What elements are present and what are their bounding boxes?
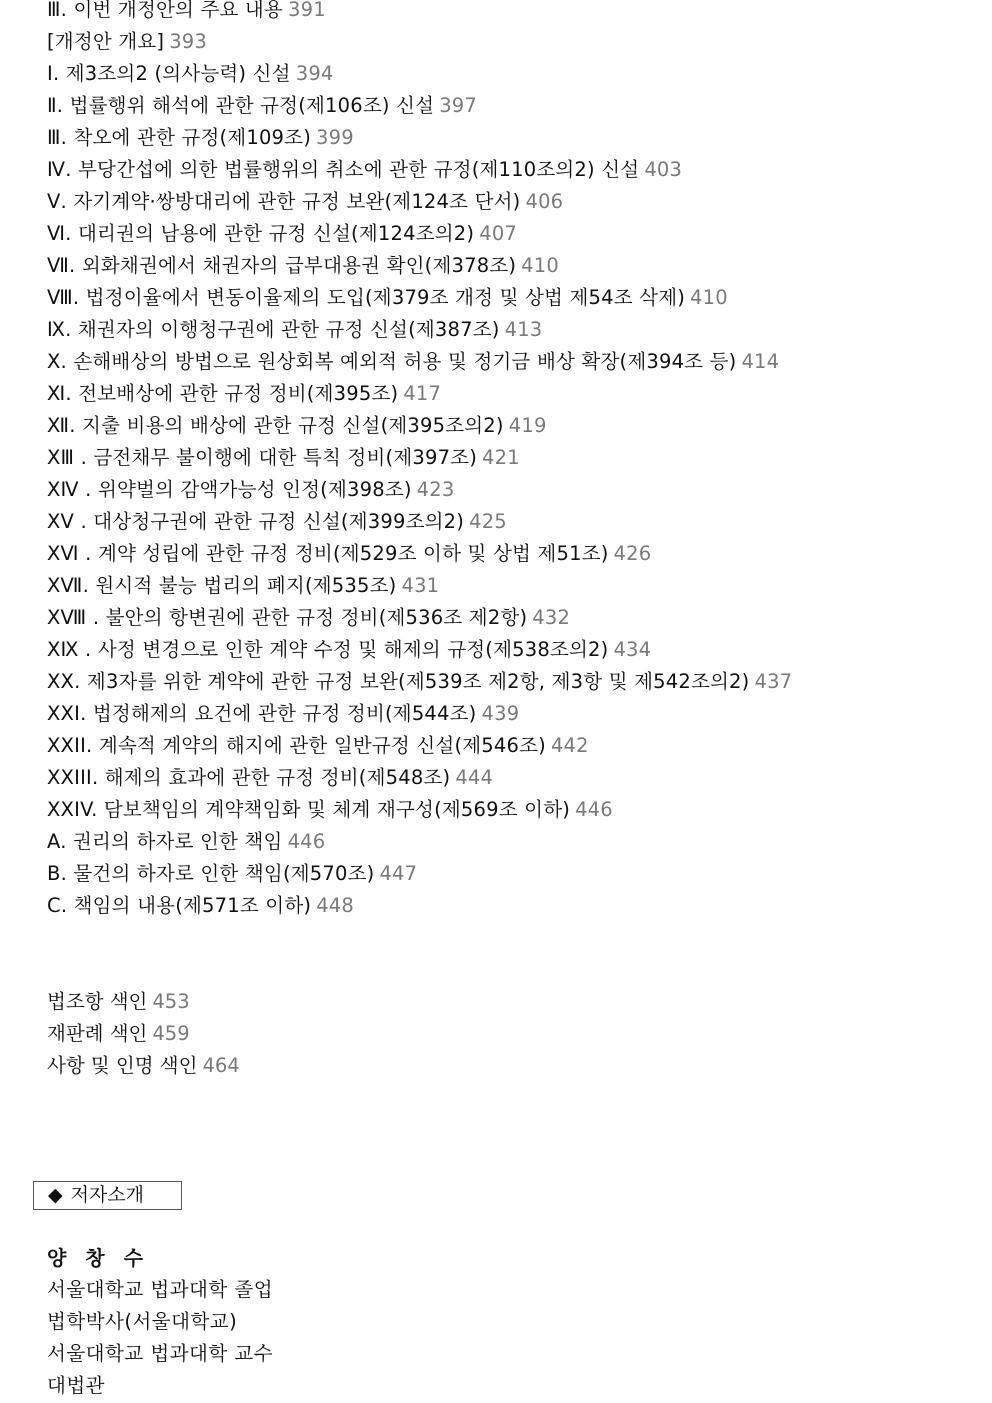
toc-title: XXI. 법정해제의 요건에 관한 규정 정비(제544조)	[47, 702, 477, 725]
toc-page-number: 394	[295, 62, 334, 85]
toc-page-number: 410	[690, 286, 728, 309]
index-title: 사항 및 인명 색인	[47, 1054, 198, 1077]
toc-page-number: 426	[613, 542, 652, 565]
toc-title: C. 책임의 내용(제571조 이하)	[47, 894, 312, 917]
toc-title: XⅦ. 원시적 불능 법리의 폐지(제535조)	[47, 574, 397, 597]
toc-page-number: 413	[504, 318, 543, 341]
toc-page-number: 444	[455, 766, 494, 789]
toc-entry[interactable]	[47, 858, 792, 890]
toc-title: Ⅺ. 전보배상에 관한 규정 정비(제395조)	[47, 382, 399, 405]
toc-entry[interactable]	[47, 474, 792, 506]
toc-page-number: 391	[288, 0, 326, 21]
toc-entry[interactable]	[47, 0, 792, 26]
toc-page-number: 442	[550, 734, 589, 757]
author-section-heading	[33, 1181, 182, 1210]
index-page-number: 459	[152, 1022, 190, 1045]
toc-title: Ⅵ. 대리권의 남용에 관한 규정 신설(제124조의2)	[47, 222, 475, 245]
toc-page-number: 419	[508, 414, 547, 437]
toc-page-number: 423	[416, 478, 455, 501]
toc-title: ⅩⅥ . 계약 성립에 관한 규정 정비(제529조 이하 및 상법 제51조)	[47, 542, 609, 565]
toc-entry[interactable]	[47, 570, 792, 602]
toc-title: ⅩⅢ . 금전채무 불이행에 대한 특칙 정비(제397조)	[47, 446, 478, 469]
toc-page-number: 434	[613, 638, 652, 661]
toc-page-number: 417	[403, 382, 442, 405]
toc-title: Ⅲ. 이번 개정안의 주요 내용	[47, 0, 284, 21]
toc-page-number: 397	[439, 94, 478, 117]
toc-title: ⅩⅨ . 사정 변경으로 인한 계약 수정 및 해제의 규정(제538조의2)	[47, 638, 609, 661]
toc-entry[interactable]	[47, 58, 792, 90]
toc-title: [개정안 개요]	[47, 30, 165, 53]
diamond-bullet-icon: ◆	[48, 1184, 63, 1206]
toc-entry[interactable]	[47, 250, 792, 282]
toc-page-number: 406	[525, 190, 564, 213]
toc-title: A. 권리의 하자로 인한 책임	[47, 830, 283, 853]
toc-page-number: 431	[401, 574, 440, 597]
toc-entry[interactable]	[47, 122, 792, 154]
toc-page-number: 414	[741, 350, 780, 373]
toc-entry[interactable]	[47, 890, 792, 922]
toc-entry[interactable]	[47, 826, 792, 858]
toc-title: XXIV. 담보책임의 계약책임화 및 체계 재구성(제569조 이하)	[47, 798, 571, 821]
toc-entry[interactable]	[47, 634, 792, 666]
index-page-number: 464	[202, 1054, 240, 1077]
index-title: 법조항 색인	[47, 990, 148, 1013]
toc-entry[interactable]	[47, 186, 792, 218]
toc-page-number: 403	[644, 158, 683, 181]
toc-entry[interactable]	[47, 346, 792, 378]
author-bio-line: 대법관	[47, 1374, 106, 1397]
toc-page-number: 447	[379, 862, 418, 885]
author-bio-line: 서울대학교 법과대학 졸업	[47, 1278, 274, 1301]
toc-entry[interactable]	[47, 282, 792, 314]
toc-title: XXIII. 해제의 효과에 관한 규정 정비(제548조)	[47, 766, 451, 789]
index-entry[interactable]	[47, 1018, 240, 1050]
toc-title: Ⅶ. 외화채권에서 채권자의 급부대용권 확인(제378조)	[47, 254, 517, 277]
toc-page-number: 393	[169, 30, 208, 53]
toc-page-number: 448	[316, 894, 355, 917]
toc-title: ⅩⅤ . 대상청구권에 관한 규정 신설(제399조의2)	[47, 510, 465, 533]
toc-title: Ⅸ. 채권자의 이행청구권에 관한 규정 신설(제387조)	[47, 318, 500, 341]
toc-title: Ⅹ. 손해배상의 방법으로 원상회복 예외적 허용 및 정기금 배상 확장(제394조 등)	[47, 350, 737, 373]
index-title: 재판례 색인	[47, 1022, 148, 1045]
index-list	[47, 986, 240, 1082]
toc-entry[interactable]	[47, 538, 792, 570]
index-entry[interactable]	[47, 1050, 240, 1082]
toc-page-number: 446	[287, 830, 326, 853]
author-bio-line: 서울대학교 법과대학 교수	[47, 1342, 274, 1365]
toc-entry[interactable]	[47, 218, 792, 250]
toc-page-number: 410	[521, 254, 559, 277]
toc-title: Ⅲ. 착오에 관한 규정(제109조)	[47, 126, 312, 149]
toc-title: XX. 제3자를 위한 계약에 관한 규정 보완(제539조 제2항, 제3항 및 제542조의2)	[47, 670, 750, 693]
toc-entry[interactable]	[47, 698, 792, 730]
toc-page-number: 425	[469, 510, 507, 533]
toc-title: ⅩⅧ . 불안의 항변권에 관한 규정 정비(제536조 제2항)	[47, 606, 528, 629]
toc-page-number: 439	[481, 702, 520, 725]
toc-title: Ⅻ. 지출 비용의 배상에 관한 규정 신설(제395조의2)	[47, 414, 504, 437]
toc-title: Ⅰ. 제3조의2 (의사능력) 신설	[47, 62, 291, 85]
toc-entry[interactable]	[47, 666, 792, 698]
toc-page-number: 437	[754, 670, 793, 693]
toc-title: XXII. 계속적 계약의 해지에 관한 일반규정 신설(제546조)	[47, 734, 546, 757]
toc-entry[interactable]	[47, 314, 792, 346]
toc-entry[interactable]	[47, 442, 792, 474]
toc-entry[interactable]	[47, 410, 792, 442]
toc-title: ⅩⅣ . 위약벌의 감액가능성 인정(제398조)	[47, 478, 412, 501]
toc-page-number: 399	[316, 126, 354, 149]
toc-title: Ⅳ. 부당간섭에 의한 법률행위의 취소에 관한 규정(제110조의2) 신설	[47, 158, 640, 181]
index-page-number: 453	[152, 990, 190, 1013]
toc-entry[interactable]	[47, 154, 792, 186]
toc-entry[interactable]	[47, 26, 792, 58]
toc-page-number: 421	[482, 446, 520, 469]
toc-title: B. 물건의 하자로 인한 책임(제570조)	[47, 862, 375, 885]
toc-page-number: 407	[479, 222, 518, 245]
toc-entry[interactable]	[47, 762, 792, 794]
toc-entry[interactable]	[47, 730, 792, 762]
toc-entry[interactable]	[47, 506, 792, 538]
toc-title: Ⅱ. 법률행위 해석에 관한 규정(제106조) 신설	[47, 94, 435, 117]
author-bio	[47, 1274, 273, 1402]
toc-title: Ⅷ. 법정이율에서 변동이율제의 도입(제379조 개정 및 상법 제54조 삭제)	[47, 286, 686, 309]
toc-page-number: 432	[532, 606, 571, 629]
toc-entry[interactable]	[47, 602, 792, 634]
toc-entry[interactable]	[47, 90, 792, 122]
author-name: 양 창 수	[47, 1246, 149, 1270]
author-section-title: 저자소개	[70, 1184, 145, 1206]
toc-entry[interactable]	[47, 378, 792, 410]
table-of-contents	[47, 0, 792, 922]
toc-page-number: 446	[575, 798, 613, 821]
index-entry[interactable]	[47, 986, 240, 1018]
toc-entry[interactable]	[47, 794, 792, 826]
author-bio-line: 법학박사(서울대학교)	[47, 1310, 238, 1333]
toc-title: Ⅴ. 자기계약·쌍방대리에 관한 규정 보완(제124조 단서)	[47, 190, 521, 213]
